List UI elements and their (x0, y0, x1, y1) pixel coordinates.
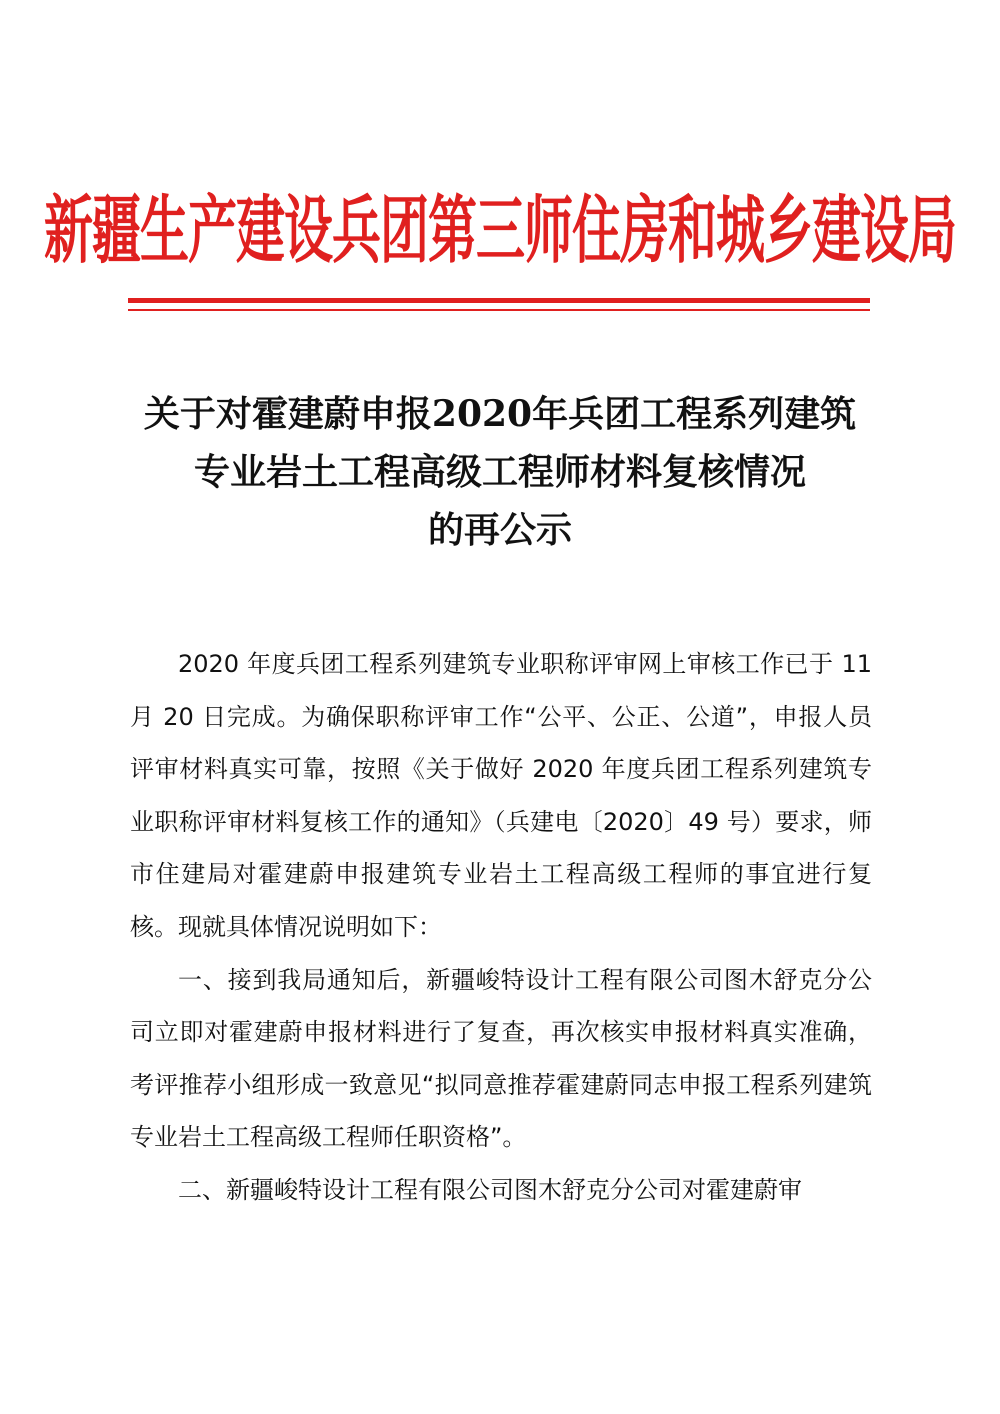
body-paragraph-2: 一、接到我局通知后，新疆峻特设计工程有限公司图木舒克分公司立即对霍建蔚申报材料进行了复查，再次核实申报材料真实准确，考评推荐小组形成一致意见“拟同意推荐霍建蔚同志申报工程系列建筑专业岩土工程高级工程师任职资格”。 (130, 965, 872, 1152)
letterhead-thick-rule (128, 298, 870, 303)
letterhead (0, 180, 1000, 280)
letterhead-thin-rule (128, 309, 870, 311)
document-title (100, 385, 900, 559)
title-line-2: 专业岩土工程高级工程师材料复核情况 (193, 451, 806, 493)
body-paragraph-1: 2020 年度兵团工程系列建筑专业职称评审网上审核工作已于 11 月 20 日完成。为确保职称评审工作“公平、公正、公道”，申报人员评审材料真实可靠，按照《关于做好 2020 年度兵团工程系列建筑专业职称评审材料复核工作的通知》（兵建电〔2020〕49 号）要求，师市住建局对霍建蔚申报建筑专业岩土工程高级工程师的事宜进行复核。现就具体情况说明如下： (130, 650, 872, 941)
title-line-3: 的再公示 (427, 509, 572, 551)
organization-name: 新疆生产建设兵团第三师住房和城乡建设局 (43, 185, 956, 273)
title-line-1: 关于对霍建蔚申报2020年兵团工程系列建筑 (143, 393, 857, 435)
document-body (130, 638, 872, 1217)
body-paragraph-3: 二、新疆峻特设计工程有限公司图木舒克分公司对霍建蔚审 (178, 1175, 802, 1204)
